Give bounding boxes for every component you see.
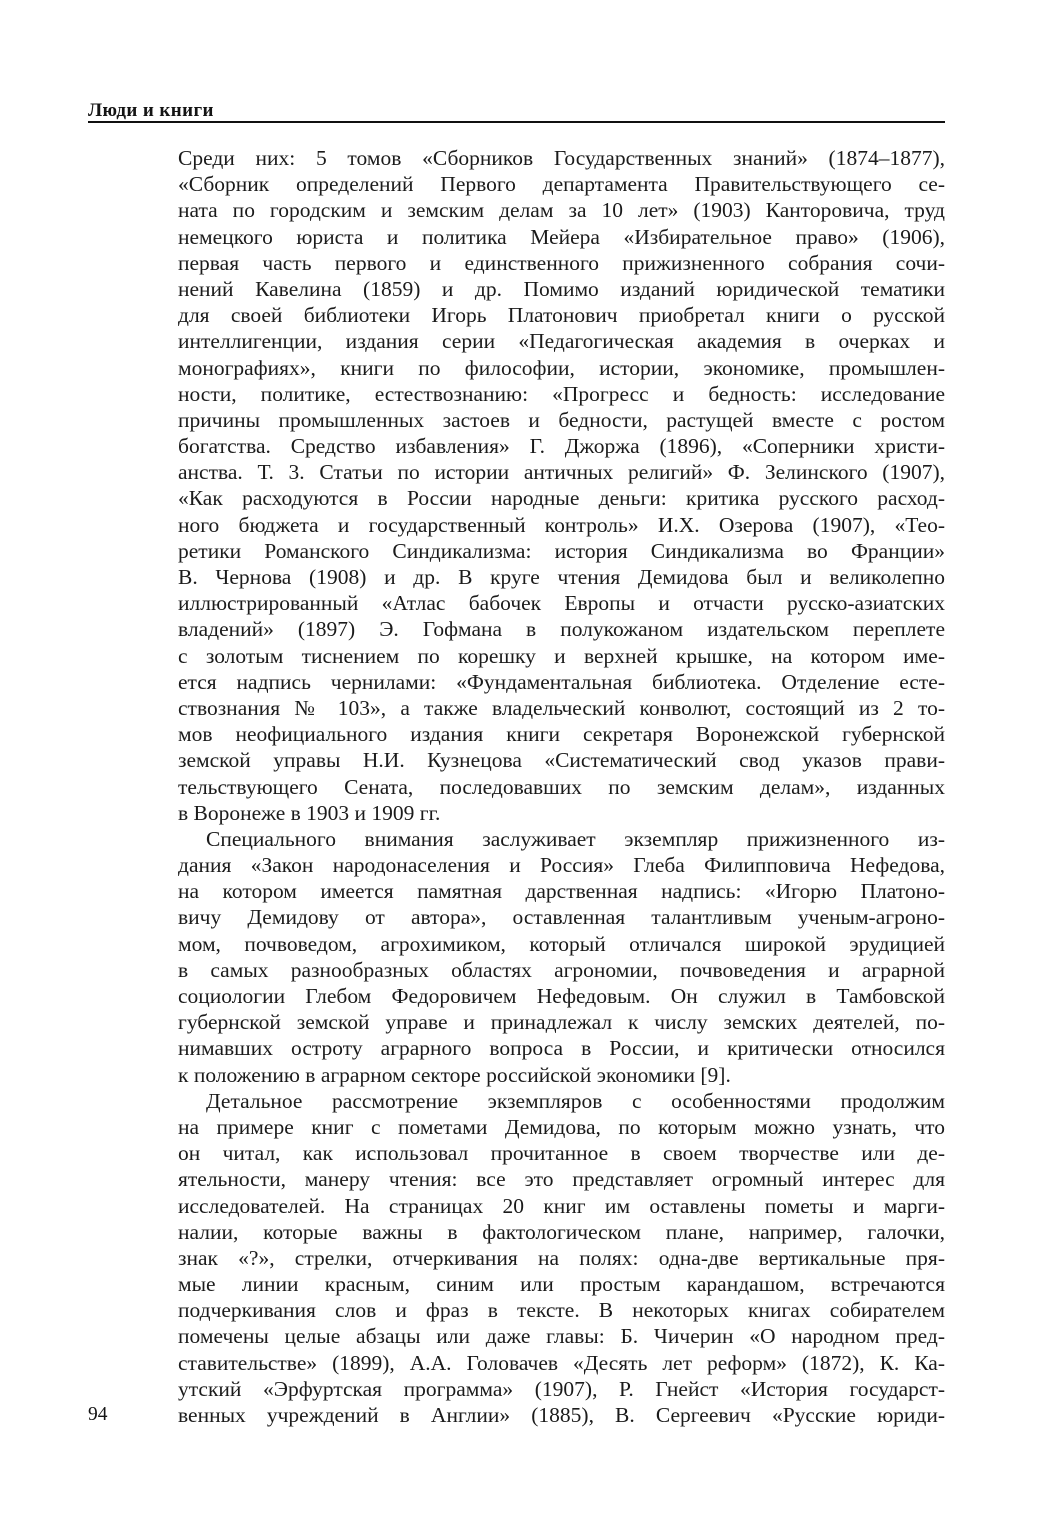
text-line: Детальное рассмотрение экземпляров с особенностями продолжим [206, 1088, 945, 1113]
text-line: ната по городским и земским делам за 10 лет» (1903) Канторовича, труд [178, 198, 945, 223]
text-line: венных учреждений в Англии» (1885), В. Сергеевич «Русские юриди- [178, 1403, 945, 1427]
text-line: ности, политике, естествознанию: «Прогресс и бедность: исследование [178, 381, 945, 406]
text-line: интеллигенции, издания серии «Педагогическая академия в очерках и [178, 329, 945, 354]
text-line: Специального внимания заслуживает экземпляр прижизненного из- [206, 826, 945, 851]
text-line: налии, которые важны в фактологическом плане, например, галочки, [178, 1219, 945, 1244]
page-number: 94 [88, 1404, 108, 1425]
text-line: тельствующего Сената, последовавших по земским делам», изданных [178, 774, 945, 799]
text-line: нений Кавелина (1859) и др. Помимо изданий юридической тематики [178, 276, 945, 301]
text-line: знак «?», стрелки, отчеркивания на полях: одна-две вертикальные пря- [178, 1245, 945, 1270]
text-line: ставительстве» (1899), А.А. Головачев «Десять лет реформ» (1872), К. Ка- [178, 1350, 945, 1375]
text-line: причины промышленных застоев и бедности, растущей вместе с ростом [178, 407, 945, 432]
text-line: монографиях», книги по философии, истории, экономике, промышлен- [178, 355, 945, 380]
text-line: Среди них: 5 томов «Сборников Государственных знаний» (1874–1877), [178, 146, 945, 170]
text-line: в Воронеже в 1903 и 1909 гг. [178, 800, 441, 825]
text-line: владений» (1897) Э. Гофмана в полукожаном издательском переплете [178, 617, 945, 642]
text-line: мов неофициального издания книги секретаря Воронежской губернской [178, 722, 945, 747]
text-line: ствознания № 103», а также владельческий конволют, состоящий из 2 то- [178, 695, 945, 720]
text-line: подчеркивания слов и фраз в тексте. В некоторых книгах собирателем [178, 1298, 945, 1323]
text-line: ного бюджета и государственный контроль» И.Х. Озерова (1907), «Тео- [178, 512, 945, 537]
text-line: ется надпись чернилами: «Фундаментальная библиотека. Отделение есте- [178, 669, 945, 694]
text-line: первая часть первого и единственного прижизненного собрания сочи- [178, 250, 945, 275]
text-line: богатства. Средство избавления» Г. Джоржа (1896), «Соперники христи- [178, 434, 945, 459]
text-line: ятельности, манеру чтения: все это представляет огромный интерес для [178, 1167, 945, 1192]
text-line: на котором имеется памятная дарственная надпись: «Игорю Платоно- [178, 879, 945, 904]
text-line: мые линии красным, синим или простым карандашом, встречаются [178, 1272, 945, 1297]
text-line: в самых разнообразных областях агрономии, почвоведения и аграрной [178, 957, 945, 982]
text-line: В. Чернова (1908) и др. В круге чтения Демидова был и великолепно [178, 565, 945, 589]
text-line: с золотым тиснением по корешку и верхней крышке, на котором име- [178, 643, 945, 668]
paragraph [178, 1088, 945, 1428]
text-line: ретики Романского Синдикализма: история Синдикализма во Франции» [178, 538, 945, 563]
text-line: земской управы Н.И. Кузнецова «Систематический свод указов прави- [178, 748, 945, 773]
text-line: помечены целые абзацы или даже главы: Б. Чичерин «О народном пред- [178, 1324, 945, 1349]
text-line: вичу Демидову от автора», оставленная талантливым ученым-агроно- [178, 905, 945, 930]
paragraph [178, 826, 945, 1088]
text-line: анства. Т. 3. Статьи по истории античных религий» Ф. Зелинского (1907), [178, 460, 945, 485]
text-line: иллюстрированный «Атлас бабочек Европы и отчасти русско-азиатских [178, 591, 945, 616]
running-head-title: Люди и книги [88, 100, 214, 121]
text-line: утский «Эрфуртская программа» (1907), Р. Гнейст «История государст- [178, 1376, 945, 1401]
text-line: нимавших остроту аграрного вопроса в России, и критически относился [178, 1036, 945, 1061]
text-line: губернской земской управе и принадлежал к числу земских деятелей, по- [178, 1010, 945, 1035]
text-line: социологии Глебом Федоровичем Нефедовым. Он служил в Тамбовской [178, 984, 945, 1008]
text-line: к положению в аграрном секторе российской экономики [9]. [178, 1062, 731, 1087]
text-line: «Сборник определений Первого департамента Правительствующего се- [178, 172, 945, 197]
body-text-block [178, 145, 945, 1428]
text-line: для своей библиотеки Игорь Платонович приобретал книги о русской [178, 303, 945, 328]
text-line: исследователей. На страницах 20 книг им оставлены пометы и марги- [178, 1193, 945, 1218]
text-line: он читал, как использовал прочитанное в своем творчестве или де- [178, 1141, 945, 1166]
running-head-rule [88, 121, 945, 123]
text-line: на примере книг с пометами Демидова, по которым можно узнать, что [178, 1114, 945, 1139]
text-line: дания «Закон народонаселения и Россия» Глеба Филипповича Нефедова, [178, 853, 945, 878]
text-line: немецкого юриста и политика Мейера «Избирательное право» (1906), [178, 224, 945, 249]
text-line: «Как расходуются в России народные деньги: критика русского расход- [178, 486, 945, 511]
text-line: мом, почвоведом, агрохимиком, который отличался широкой эрудицией [178, 931, 945, 956]
paragraph [178, 145, 945, 826]
